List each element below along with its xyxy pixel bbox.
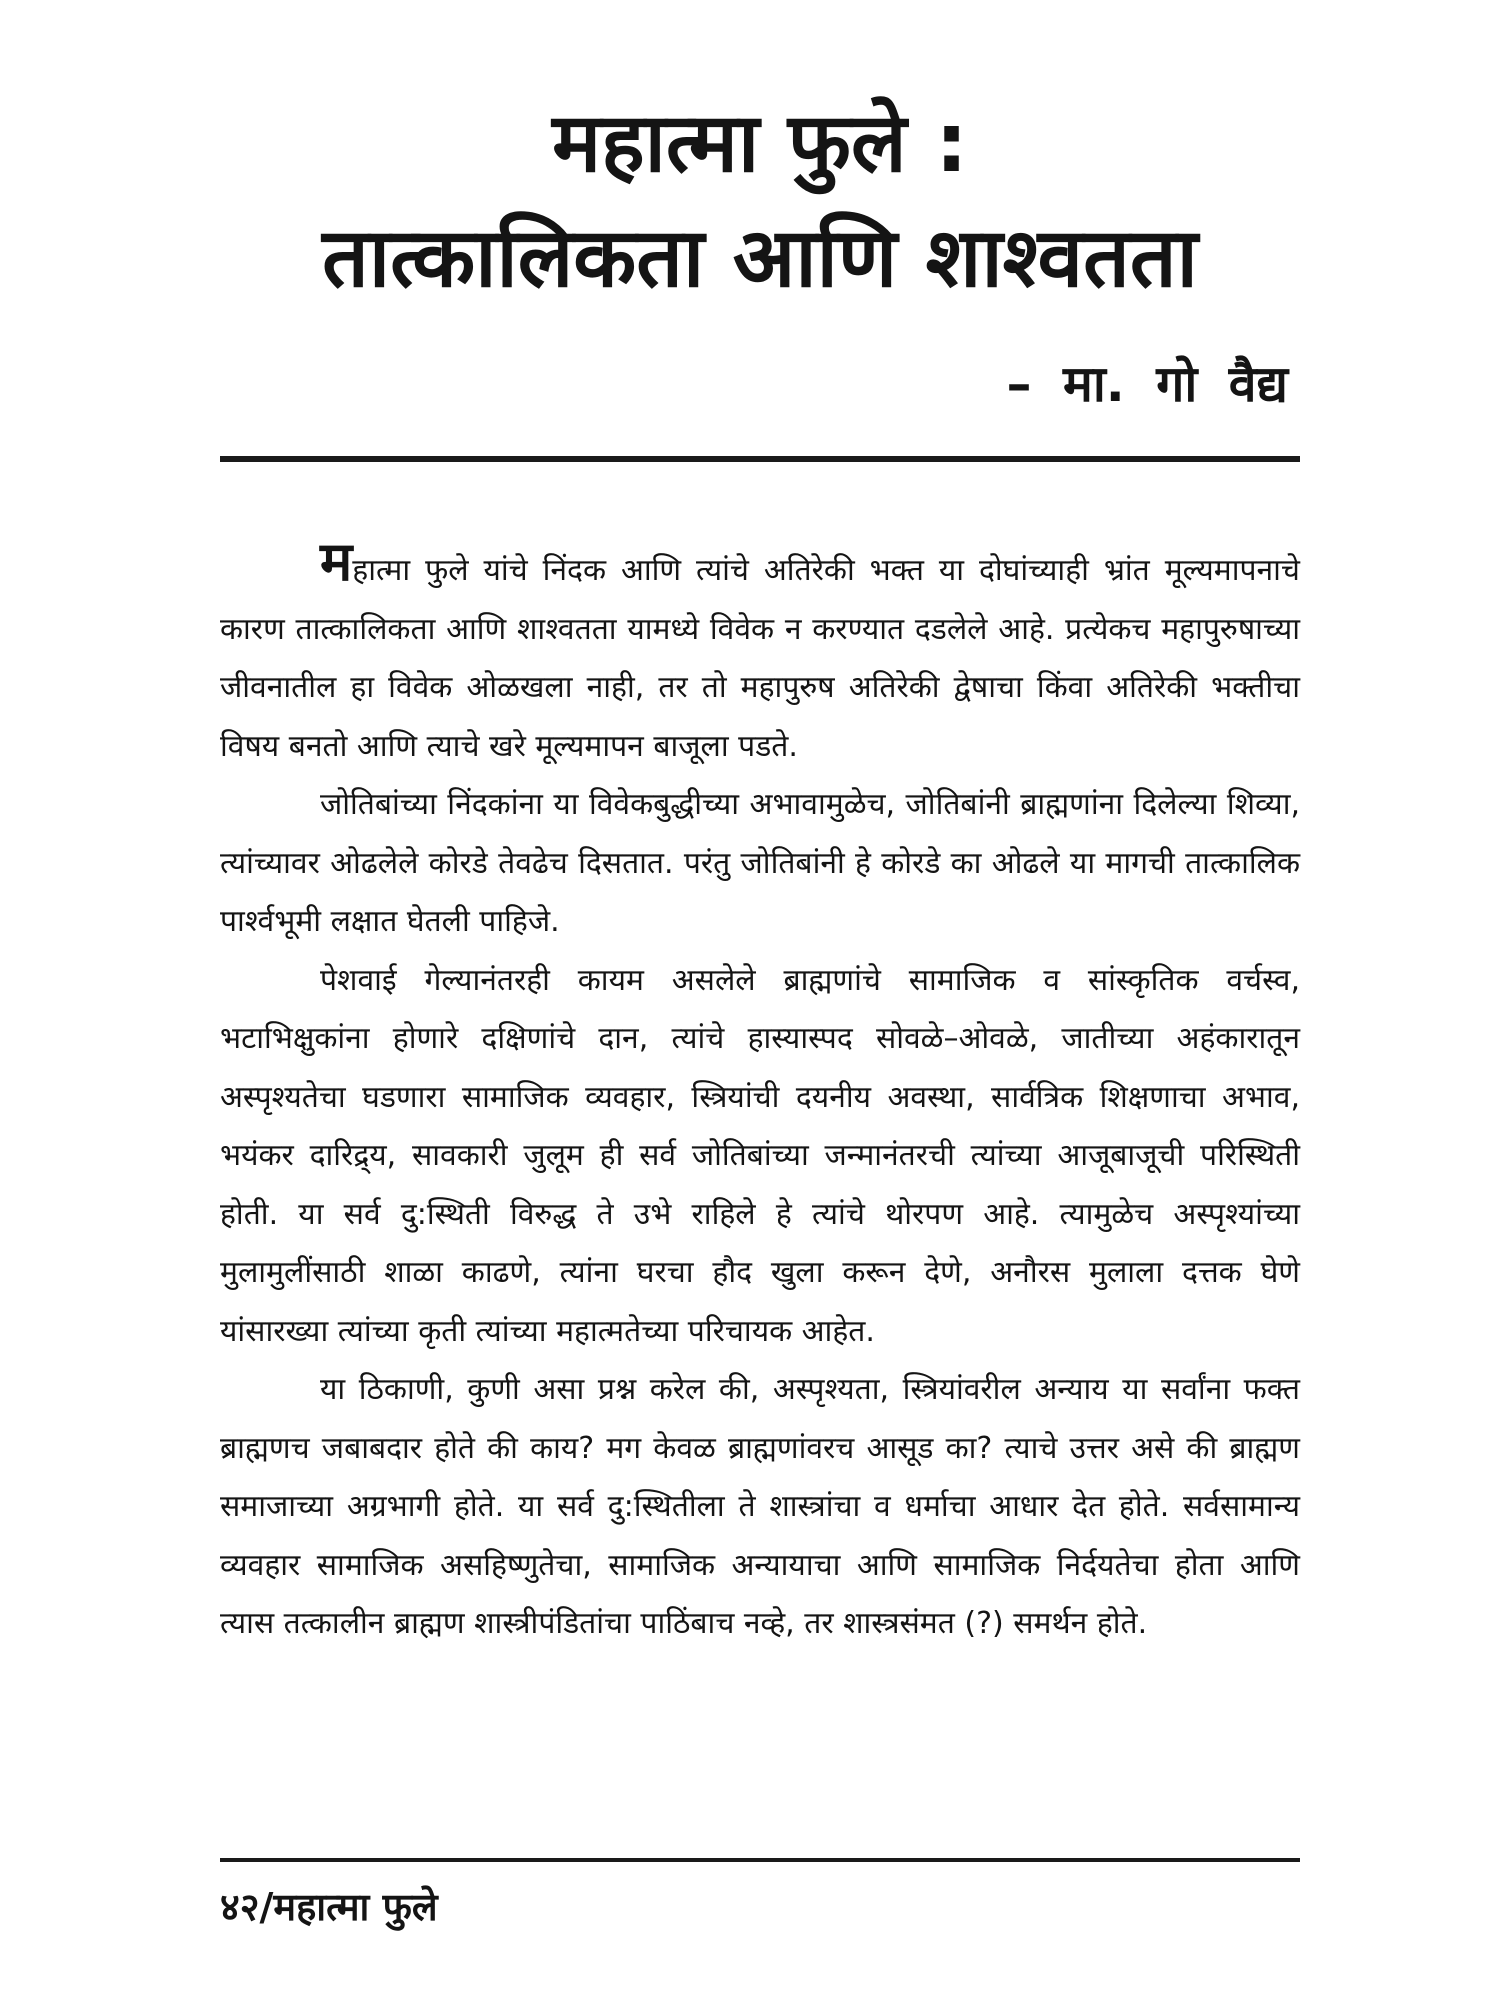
paragraph-1 (220, 530, 1300, 776)
article-body (220, 530, 1300, 1654)
paragraph-3: पेशवाई गेल्यानंतरही कायम असलेले ब्राह्मणांचे सामाजिक व सांस्कृतिक वर्चस्व, भटाभिक्षुकांना होणारे दक्षिणांचे दान, त्यांचे हास्यास्पद सोवळे–ओवळे, जातीच्या अहंकारातून अस्पृश्यतेचा घडणारा सामाजिक व्यवहार, स्त्रियांची दयनीय अवस्था, सार्वत्रिक शिक्षणाचा अभाव, भयंकर दारिद्र्य, सावकारी जुलूम ही सर्व जोतिबांच्या जन्मानंतरची त्यांच्या आजूबाजूची परिस्थिती होती. या सर्व दु:स्थिती विरुद्ध ते उभे राहिले हे त्यांचे थोरपण आहे. त्यामुळेच अस्पृश्यांच्या मुलामुलींसाठी शाळा काढणे, त्यांना घरचा हौद खुला करून देणे, अनौरस मुलाला दत्तक घेणे यांसारख्या त्यांच्या कृती त्यांच्या महात्मतेच्या परिचायक आहेत. (220, 962, 1300, 1349)
paragraph-2: जोतिबांच्या निंदकांना या विवेकबुद्धीच्या अभावामुळेच, जोतिबांनी ब्राह्मणांना दिलेल्या शिव्या, त्यांच्यावर ओढलेले कोरडे तेवढेच दिसतात. परंतु जोतिबांनी हे कोरडे का ओढले या मागची तात्कालिक पार्श्वभूमी लक्षात घेतली पाहिजे. (220, 787, 1300, 939)
author-byline: – मा. गो वैद्य (1006, 355, 1288, 413)
drop-cap: म (320, 530, 353, 593)
chapter-title-line-2: तात्कालिकता आणि शाश्वतता (322, 211, 1198, 306)
chapter-title-line-1: महात्मा फुले : (552, 96, 968, 191)
paragraph-4: या ठिकाणी, कुणी असा प्रश्न करेल की, अस्पृश्यता, स्त्रियांवरील अन्याय या सर्वांना फक्त ब्राह्मणच जबाबदार होते की काय? मग केवळ ब्राह्मणांवरच आसूड का? त्याचे उत्तर असे की ब्राह्मण समाजाच्या अग्रभागी होते. या सर्व दु:स्थितीला ते शास्त्रांचा व धर्माचा आधार देत होते. सर्वसामान्य व्यवहार सामाजिक असहिष्णुतेचा, सामाजिक अन्यायाचा आणि सामाजिक निर्दयतेचा होता आणि त्यास तत्कालीन ब्राह्मण शास्त्रीपंडितांचा पाठिंबाच नव्हे, तर शास्त्रसंमत (?) समर्थन होते. (220, 1372, 1300, 1641)
page-footer: ४२/महात्मा फुले (220, 1885, 438, 1929)
paragraph-1-text: हात्मा फुले यांचे निंदक आणि त्यांचे अतिरेकी भक्त या दोघांच्याही भ्रांत मूल्यमापनाचे कारण तात्कालिकता आणि शाश्वतता यामध्ये विवेक न करण्यात दडलेले आहे. प्रत्येकच महापुरुषाच्या जीवनातील हा विवेक ओळखला नाही, तर तो महापुरुष अतिरेकी द्वेषाचा किंवा अतिरेकी भक्तीचा विषय बनतो आणि त्याचे खरे मूल्यमापन बाजूला पडते. (220, 553, 1300, 764)
footer-divider (220, 1858, 1300, 1862)
header-divider (220, 456, 1300, 462)
